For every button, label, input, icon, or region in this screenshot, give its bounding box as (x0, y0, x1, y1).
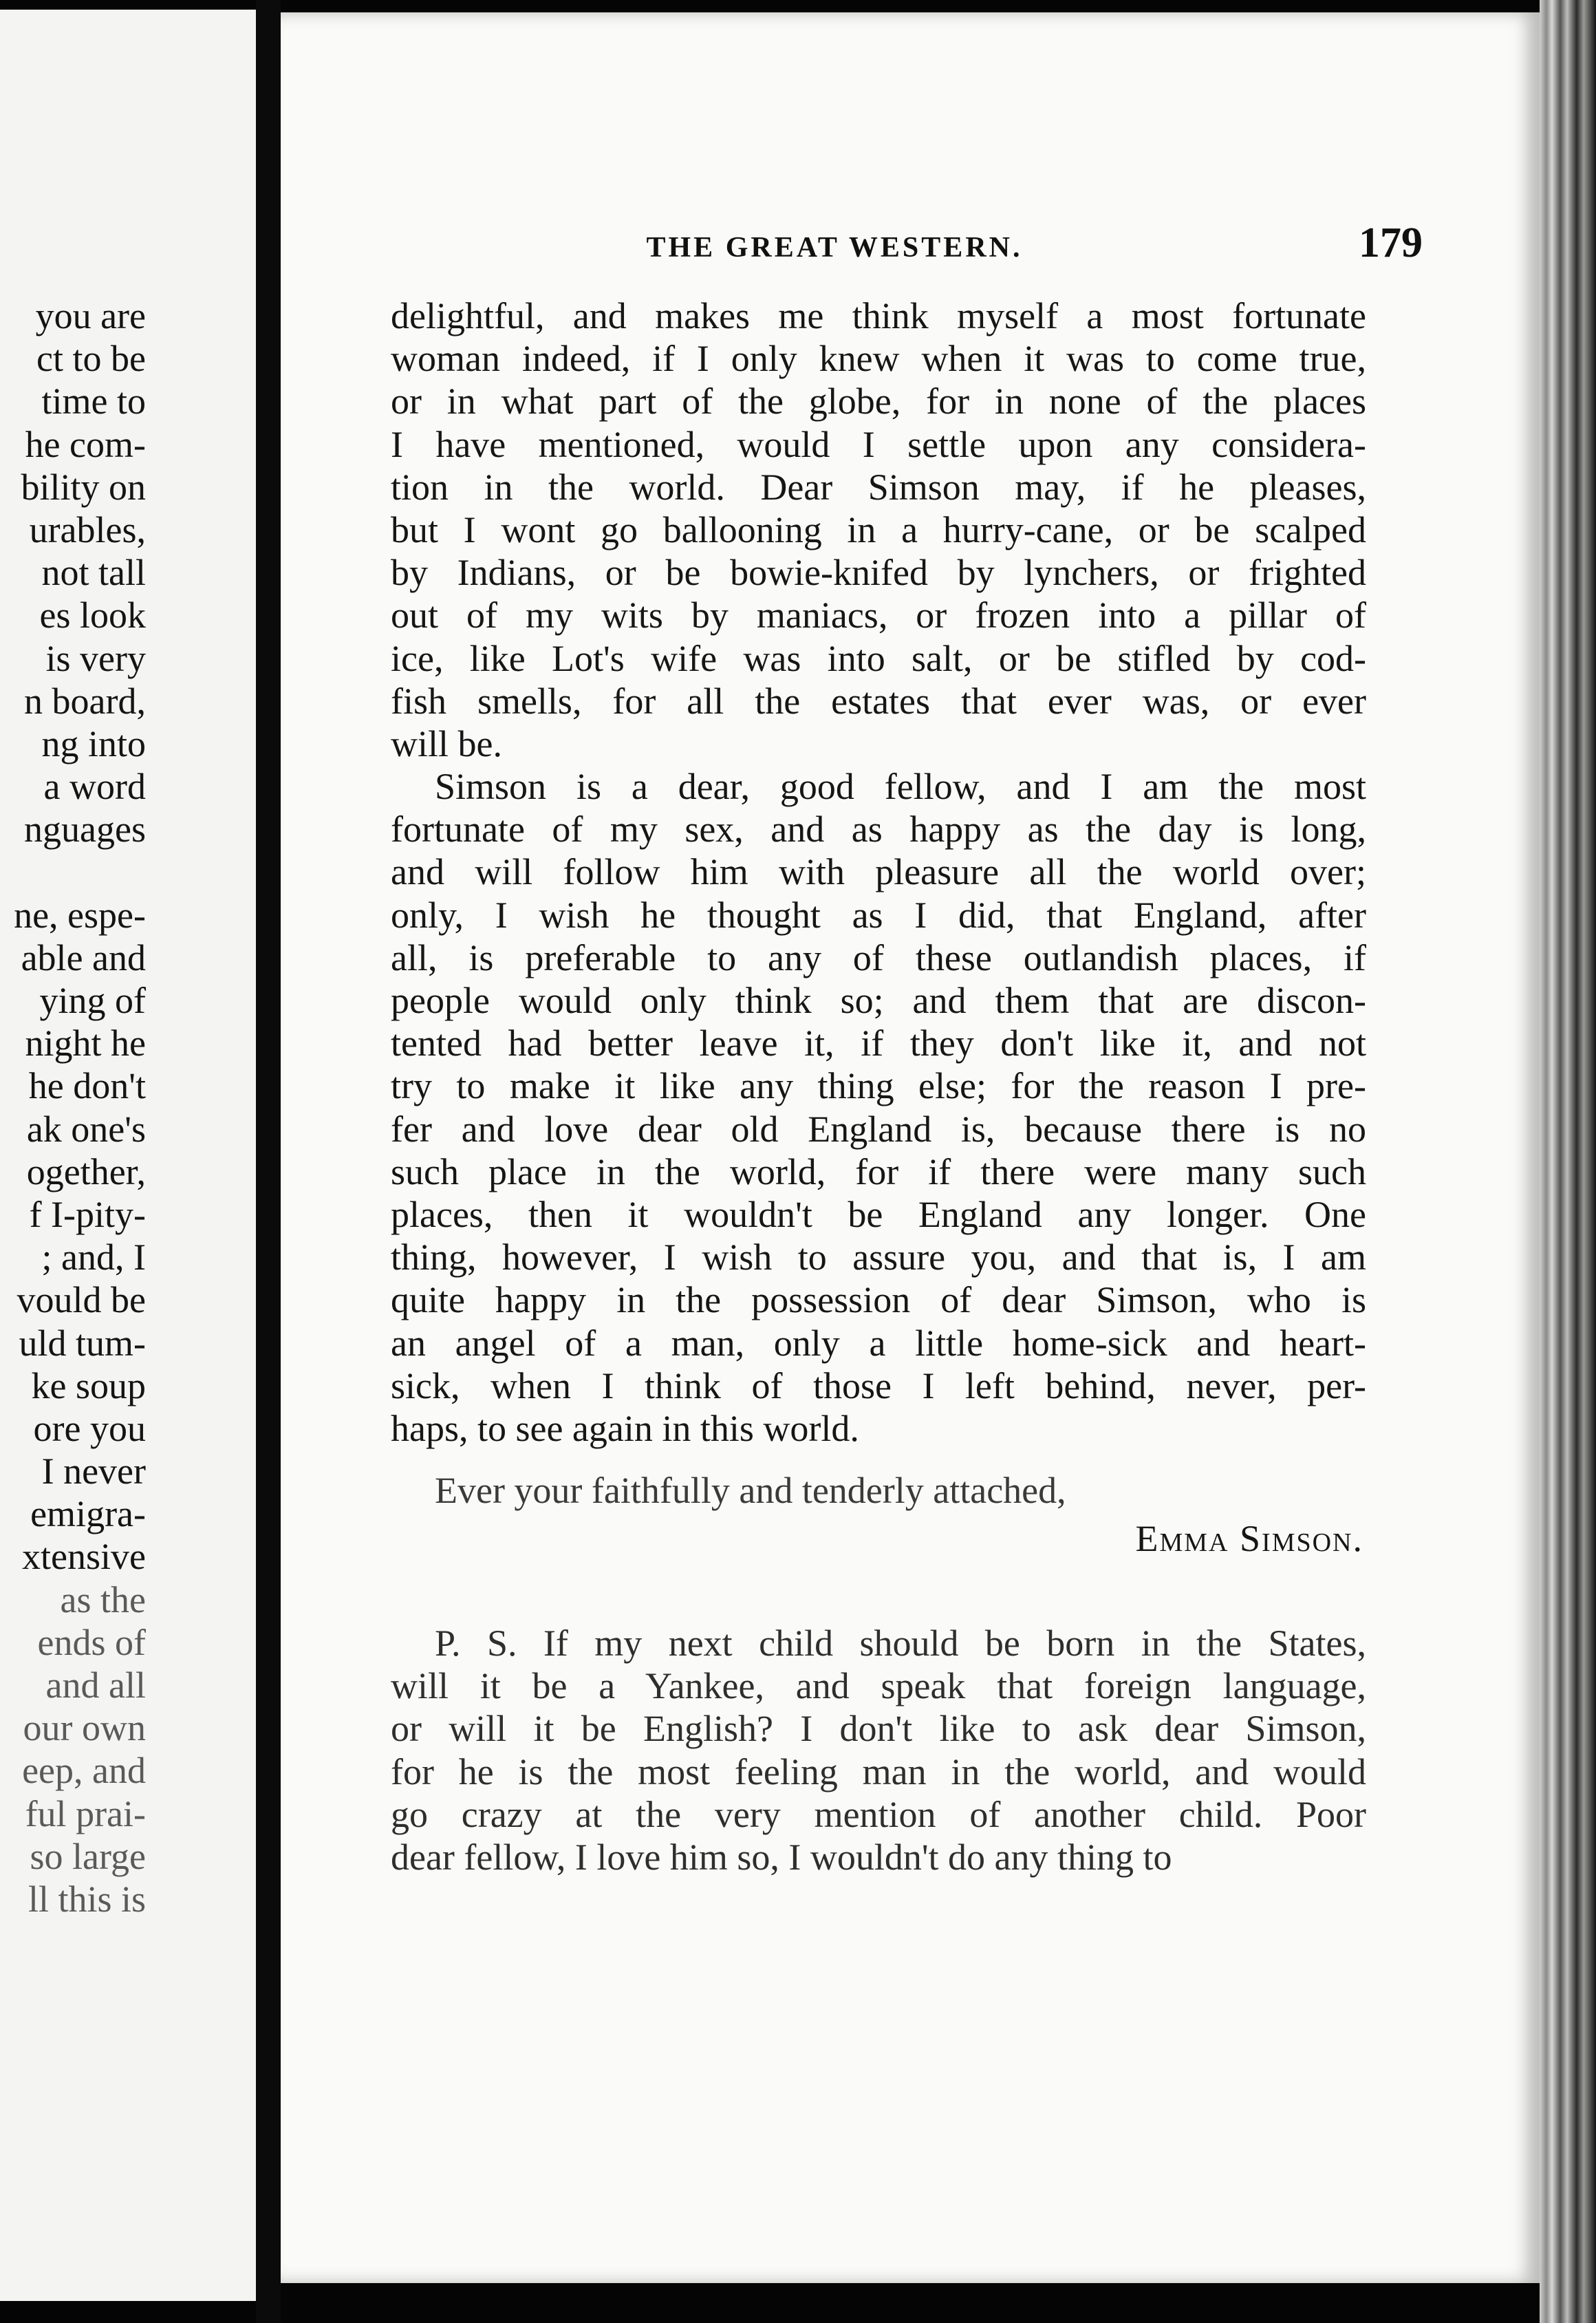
paragraph-1 (391, 295, 1366, 765)
text-line: will be. (391, 722, 502, 764)
previous-page-line: bility on (21, 466, 146, 508)
text-line: P. S. If my next child should be born in the States, (435, 1623, 1366, 1664)
previous-page-line: he com- (25, 423, 146, 465)
body-text (391, 295, 1366, 1878)
running-title: THE GREAT WESTERN. (646, 232, 1023, 264)
previous-page-line: ful prai- (25, 1792, 146, 1834)
previous-page-line: ng into (41, 722, 146, 764)
text-line: sick, when I think of those I left behind, never, per- (391, 1364, 1366, 1406)
previous-page-line: ying of (39, 980, 146, 1021)
previous-page-line: ; and, I (41, 1237, 146, 1278)
previous-page-line: is very (45, 637, 146, 679)
previous-page-line: ends of (37, 1621, 146, 1663)
text-line: haps, to see again in this world. (391, 1407, 859, 1449)
book-gutter (256, 0, 281, 2323)
text-line: an angel of a man, only a little home-sick and heart- (391, 1322, 1366, 1364)
previous-page-line: night he (25, 1023, 146, 1064)
previous-page-line: uld tum- (19, 1322, 146, 1364)
text-line: ice, like Lot's wife was into salt, or be stifled by cod- (391, 637, 1366, 679)
previous-page-line: ore you (33, 1407, 146, 1449)
text-line: try to make it like any thing else; for the reason I pre- (391, 1065, 1366, 1107)
previous-page-line: our own (23, 1707, 146, 1749)
postscript (391, 1622, 1366, 1878)
text-line: only, I wish he thought as I did, that England, after (391, 894, 1366, 936)
letter-closing: Ever your faithfully and tenderly attached, (435, 1470, 1066, 1512)
text-line: woman indeed, if I only knew when it was to come true, (391, 338, 1366, 380)
text-line: go crazy at the very mention of another child. Poor (391, 1793, 1366, 1835)
previous-page-line: vould be (17, 1279, 146, 1321)
previous-page-line: f I-pity- (29, 1193, 146, 1235)
letter-signature: Emma Simson. (1135, 1518, 1363, 1560)
previous-page-line: ct to be (36, 338, 146, 380)
previous-page-line: able and (21, 936, 146, 978)
previous-page-line: not tall (41, 552, 146, 594)
previous-page-line: time to (41, 381, 146, 422)
text-line: but I wont go ballooning in a hurry-cane, or be scalped (391, 509, 1366, 550)
previous-page-line: eep, and (22, 1750, 146, 1792)
text-line: fish smells, for all the estates that ever was, or ever (391, 680, 1366, 722)
text-line: fortunate of my sex, and as happy as the day is long, (391, 809, 1366, 850)
previous-page-line: urables, (29, 509, 146, 550)
previous-page-fragment (0, 10, 256, 2301)
page-number: 179 (1359, 220, 1423, 266)
text-line: Simson is a dear, good fellow, and I am the most (435, 766, 1366, 808)
page-stack-edge (1540, 0, 1596, 2323)
previous-page-line: ne, espe- (14, 894, 146, 936)
previous-page-line: and all (45, 1664, 146, 1706)
text-line: all, is preferable to any of these outlandish places, if (391, 936, 1366, 978)
previous-page-line: nguages (24, 809, 146, 850)
previous-page-lines (0, 295, 146, 1920)
text-line: fer and love dear old England is, because there is no (391, 1108, 1366, 1150)
running-head (391, 219, 1436, 274)
text-line: quite happy in the possession of dear Simson, who is (391, 1279, 1366, 1321)
previous-page-line: emigra- (30, 1493, 146, 1535)
text-line: by Indians, or be bowie-knifed by lynchers, or frighted (391, 552, 1366, 594)
previous-page-line: xtensive (22, 1536, 146, 1578)
previous-page-line: ak one's (26, 1108, 146, 1150)
text-line: people would only think so; and them that are discon- (391, 980, 1366, 1021)
previous-page-line: a word (43, 766, 146, 808)
previous-page-line: you are (35, 295, 146, 336)
previous-page-line: ll this is (28, 1878, 146, 1920)
previous-page-line: es look (39, 595, 146, 636)
text-line: places, then it wouldn't be England any longer. One (391, 1193, 1366, 1235)
text-line: such place in the world, for if there were many such (391, 1150, 1366, 1192)
text-line: will it be a Yankee, and speak that foreign language, (391, 1665, 1366, 1707)
text-line: out of my wits by maniacs, or frozen into a pillar of (391, 595, 1366, 636)
previous-page-line: ogether, (26, 1150, 146, 1192)
text-line: I have mentioned, would I settle upon any considera- (391, 423, 1366, 465)
previous-page-line: I never (41, 1450, 146, 1492)
text-line: or in what part of the globe, for in none of the places (391, 381, 1366, 422)
text-line: delightful, and makes me think myself a most fortunate (391, 295, 1366, 336)
text-line: for he is the most feeling man in the world, and would (391, 1751, 1366, 1792)
text-line: thing, however, I wish to assure you, and that is, I am (391, 1237, 1366, 1278)
book-page (281, 12, 1540, 2283)
previous-page-line: as the (60, 1578, 146, 1620)
text-line: tented had better leave it, if they don't like it, and not (391, 1023, 1366, 1064)
text-line: and will follow him with pleasure all the world over; (391, 851, 1366, 893)
paragraph-2 (391, 765, 1366, 1450)
previous-page-line: so large (30, 1835, 146, 1877)
previous-page-line: n board, (24, 680, 146, 722)
text-line: or will it be English? I don't like to ask dear Simson, (391, 1708, 1366, 1750)
previous-page-line: he don't (28, 1065, 146, 1107)
previous-page-line: ke soup (31, 1364, 146, 1406)
previous-page-line (0, 850, 146, 893)
text-line: tion in the world. Dear Simson may, if he pleases, (391, 466, 1366, 508)
text-line: dear fellow, I love him so, I wouldn't do any thing to (391, 1837, 1172, 1878)
